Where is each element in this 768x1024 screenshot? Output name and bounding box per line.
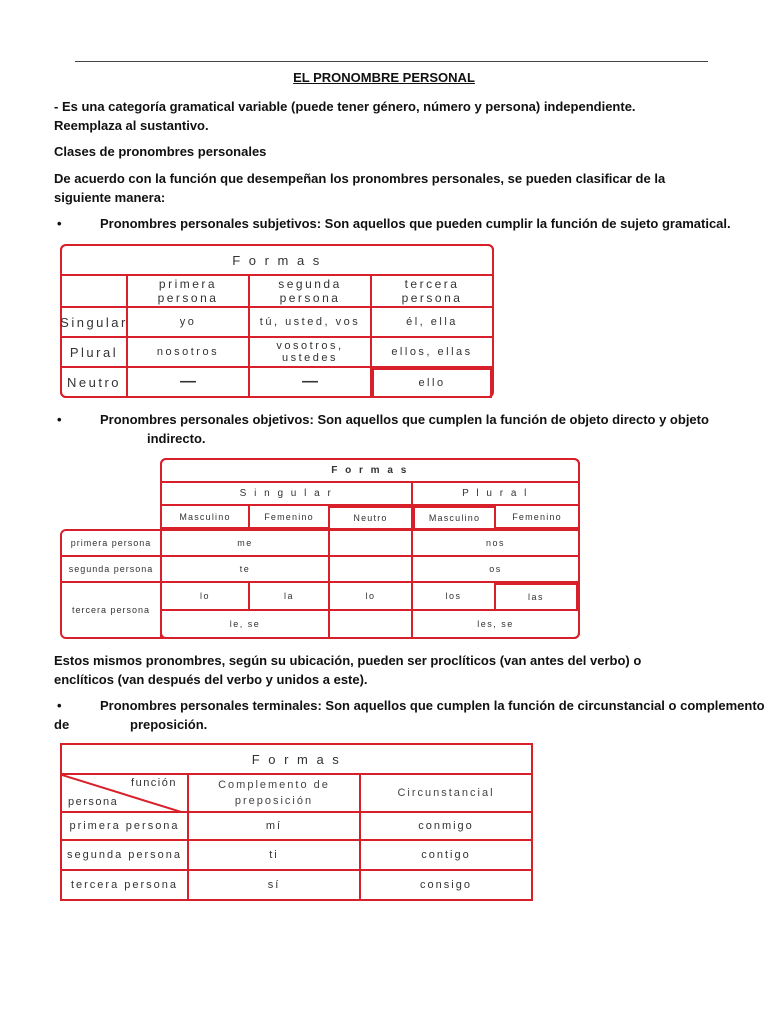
cell-singular-segunda: tú, usted, vos bbox=[248, 306, 372, 338]
bullet-objective-text-line2: indirecto. bbox=[147, 431, 206, 446]
row-label-singular: Singular bbox=[60, 306, 128, 338]
obj-tercera-plur-fem: las bbox=[494, 583, 578, 611]
term-row-label-tercera: tercera persona bbox=[60, 869, 189, 901]
placement-paragraph: Estos mismos pronombres, según su ubicación, pueden ser proclíticos (van antes del verbo) o enclíticos (van después del verbo y unidos a este). bbox=[54, 653, 642, 687]
term-tercera-circunstancial: consigo bbox=[359, 869, 533, 901]
term-segunda-complemento: ti bbox=[187, 839, 361, 871]
bullet-terminal-text-line2b: preposición. bbox=[130, 717, 208, 732]
obj-tercera-bottom-singular: le, se bbox=[160, 609, 330, 639]
classes-heading: Clases de pronombres personales bbox=[54, 144, 267, 159]
terminal-corner bbox=[60, 773, 189, 813]
cell-neutro-segunda: — bbox=[248, 366, 372, 398]
bullet-objective-text-line1: Pronombres personales objetivos: Son aquellos que cumplen la función de objeto directo y objeto bbox=[100, 412, 709, 427]
term-row-label-primera: primera persona bbox=[60, 811, 189, 841]
subcol-plur-femenino: Femenino bbox=[494, 504, 580, 529]
obj-tercera-bottom-plural: les, se bbox=[411, 609, 580, 639]
row-label-plural: Plural bbox=[60, 336, 128, 368]
subcol-sing-masculino: Masculino bbox=[160, 504, 250, 529]
subjective-corner bbox=[60, 274, 128, 308]
subcol-plur-masculino: Masculino bbox=[413, 506, 496, 530]
objective-header: F o r m a s bbox=[160, 458, 580, 483]
term-tercera-complemento: sí bbox=[187, 869, 361, 901]
obj-primera-plural: nos bbox=[411, 529, 580, 557]
row-label-neutro: Neutro bbox=[60, 366, 128, 398]
bullet-subjective-text: Pronombres personales subjetivos: Son aquellos que pueden cumplir la función de sujeto gramatical. bbox=[100, 216, 731, 231]
term-segunda-circunstancial: contigo bbox=[359, 839, 533, 871]
cell-singular-primera: yo bbox=[126, 306, 250, 338]
top-rule bbox=[75, 61, 708, 62]
cell-plural-tercera: ellos, ellas bbox=[370, 336, 494, 368]
obj-segunda-singular: te bbox=[160, 555, 330, 583]
subjective-header: F o r m a s bbox=[60, 244, 494, 276]
obj-primera-singular: me bbox=[160, 529, 330, 557]
cell-neutro-primera: — bbox=[126, 366, 250, 398]
corner-funcion-label: función bbox=[131, 777, 177, 789]
obj-tercera-bottom-neutro bbox=[328, 609, 413, 639]
cell-singular-tercera: él, ella bbox=[370, 306, 494, 338]
cell-plural-segunda: vosotros, ustedes bbox=[248, 336, 372, 368]
intro-paragraph: De acuerdo con la función que desempeñan los pronombres personales, se pueden clasificar de la siguiente manera: bbox=[54, 171, 666, 205]
bullet-dot: • bbox=[57, 216, 62, 231]
col-header-segunda: segunda persona bbox=[248, 274, 372, 308]
col-header-primera: primera persona bbox=[126, 274, 250, 308]
terminal-header: F o r m a s bbox=[60, 743, 533, 775]
terminal-col-complemento: Complemento de preposición bbox=[187, 773, 361, 813]
definition-paragraph: - Es una categoría gramatical variable (puede tener género, número y persona) independiente. Reemplaza al sustantivo. bbox=[54, 99, 636, 133]
cell-plural-primera: nosotros bbox=[126, 336, 250, 368]
obj-row-label-tercera: tercera persona bbox=[60, 581, 162, 639]
page-title: EL PRONOMBRE PERSONAL bbox=[293, 70, 475, 85]
obj-tercera-sing-neutro: lo bbox=[328, 581, 413, 611]
subcol-sing-femenino: Femenino bbox=[248, 504, 330, 529]
obj-primera-neutro bbox=[328, 529, 413, 557]
bullet-terminal-text-line2a: de bbox=[54, 717, 70, 732]
term-row-label-segunda: segunda persona bbox=[60, 839, 189, 871]
term-primera-complemento: mí bbox=[187, 811, 361, 841]
cell-neutro-tercera: ello bbox=[372, 368, 492, 398]
obj-row-label-primera: primera persona bbox=[60, 529, 162, 557]
term-primera-circunstancial: conmigo bbox=[359, 811, 533, 841]
obj-segunda-neutro bbox=[328, 555, 413, 583]
col-header-tercera: tercera persona bbox=[370, 274, 494, 308]
subcol-sing-neutro: Neutro bbox=[328, 506, 413, 530]
obj-segunda-plural: os bbox=[411, 555, 580, 583]
objective-singular-header: S i n g u l a r bbox=[160, 481, 413, 506]
obj-tercera-sing-masc: lo bbox=[160, 581, 250, 611]
obj-row-label-segunda: segunda persona bbox=[60, 555, 162, 583]
obj-tercera-sing-fem: la bbox=[248, 581, 330, 611]
bullet-terminal-text-line1: Pronombres personales terminales: Son aquellos que cumplen la función de circunstancial o complemento bbox=[100, 698, 765, 713]
terminal-col-circunstancial: Circunstancial bbox=[359, 773, 533, 813]
bullet-dot: • bbox=[57, 412, 62, 427]
bullet-dot: • bbox=[57, 698, 62, 713]
obj-tercera-plur-masc: los bbox=[411, 581, 496, 611]
corner-persona-label: persona bbox=[68, 796, 119, 808]
objective-plural-header: P l u r a l bbox=[411, 481, 580, 506]
